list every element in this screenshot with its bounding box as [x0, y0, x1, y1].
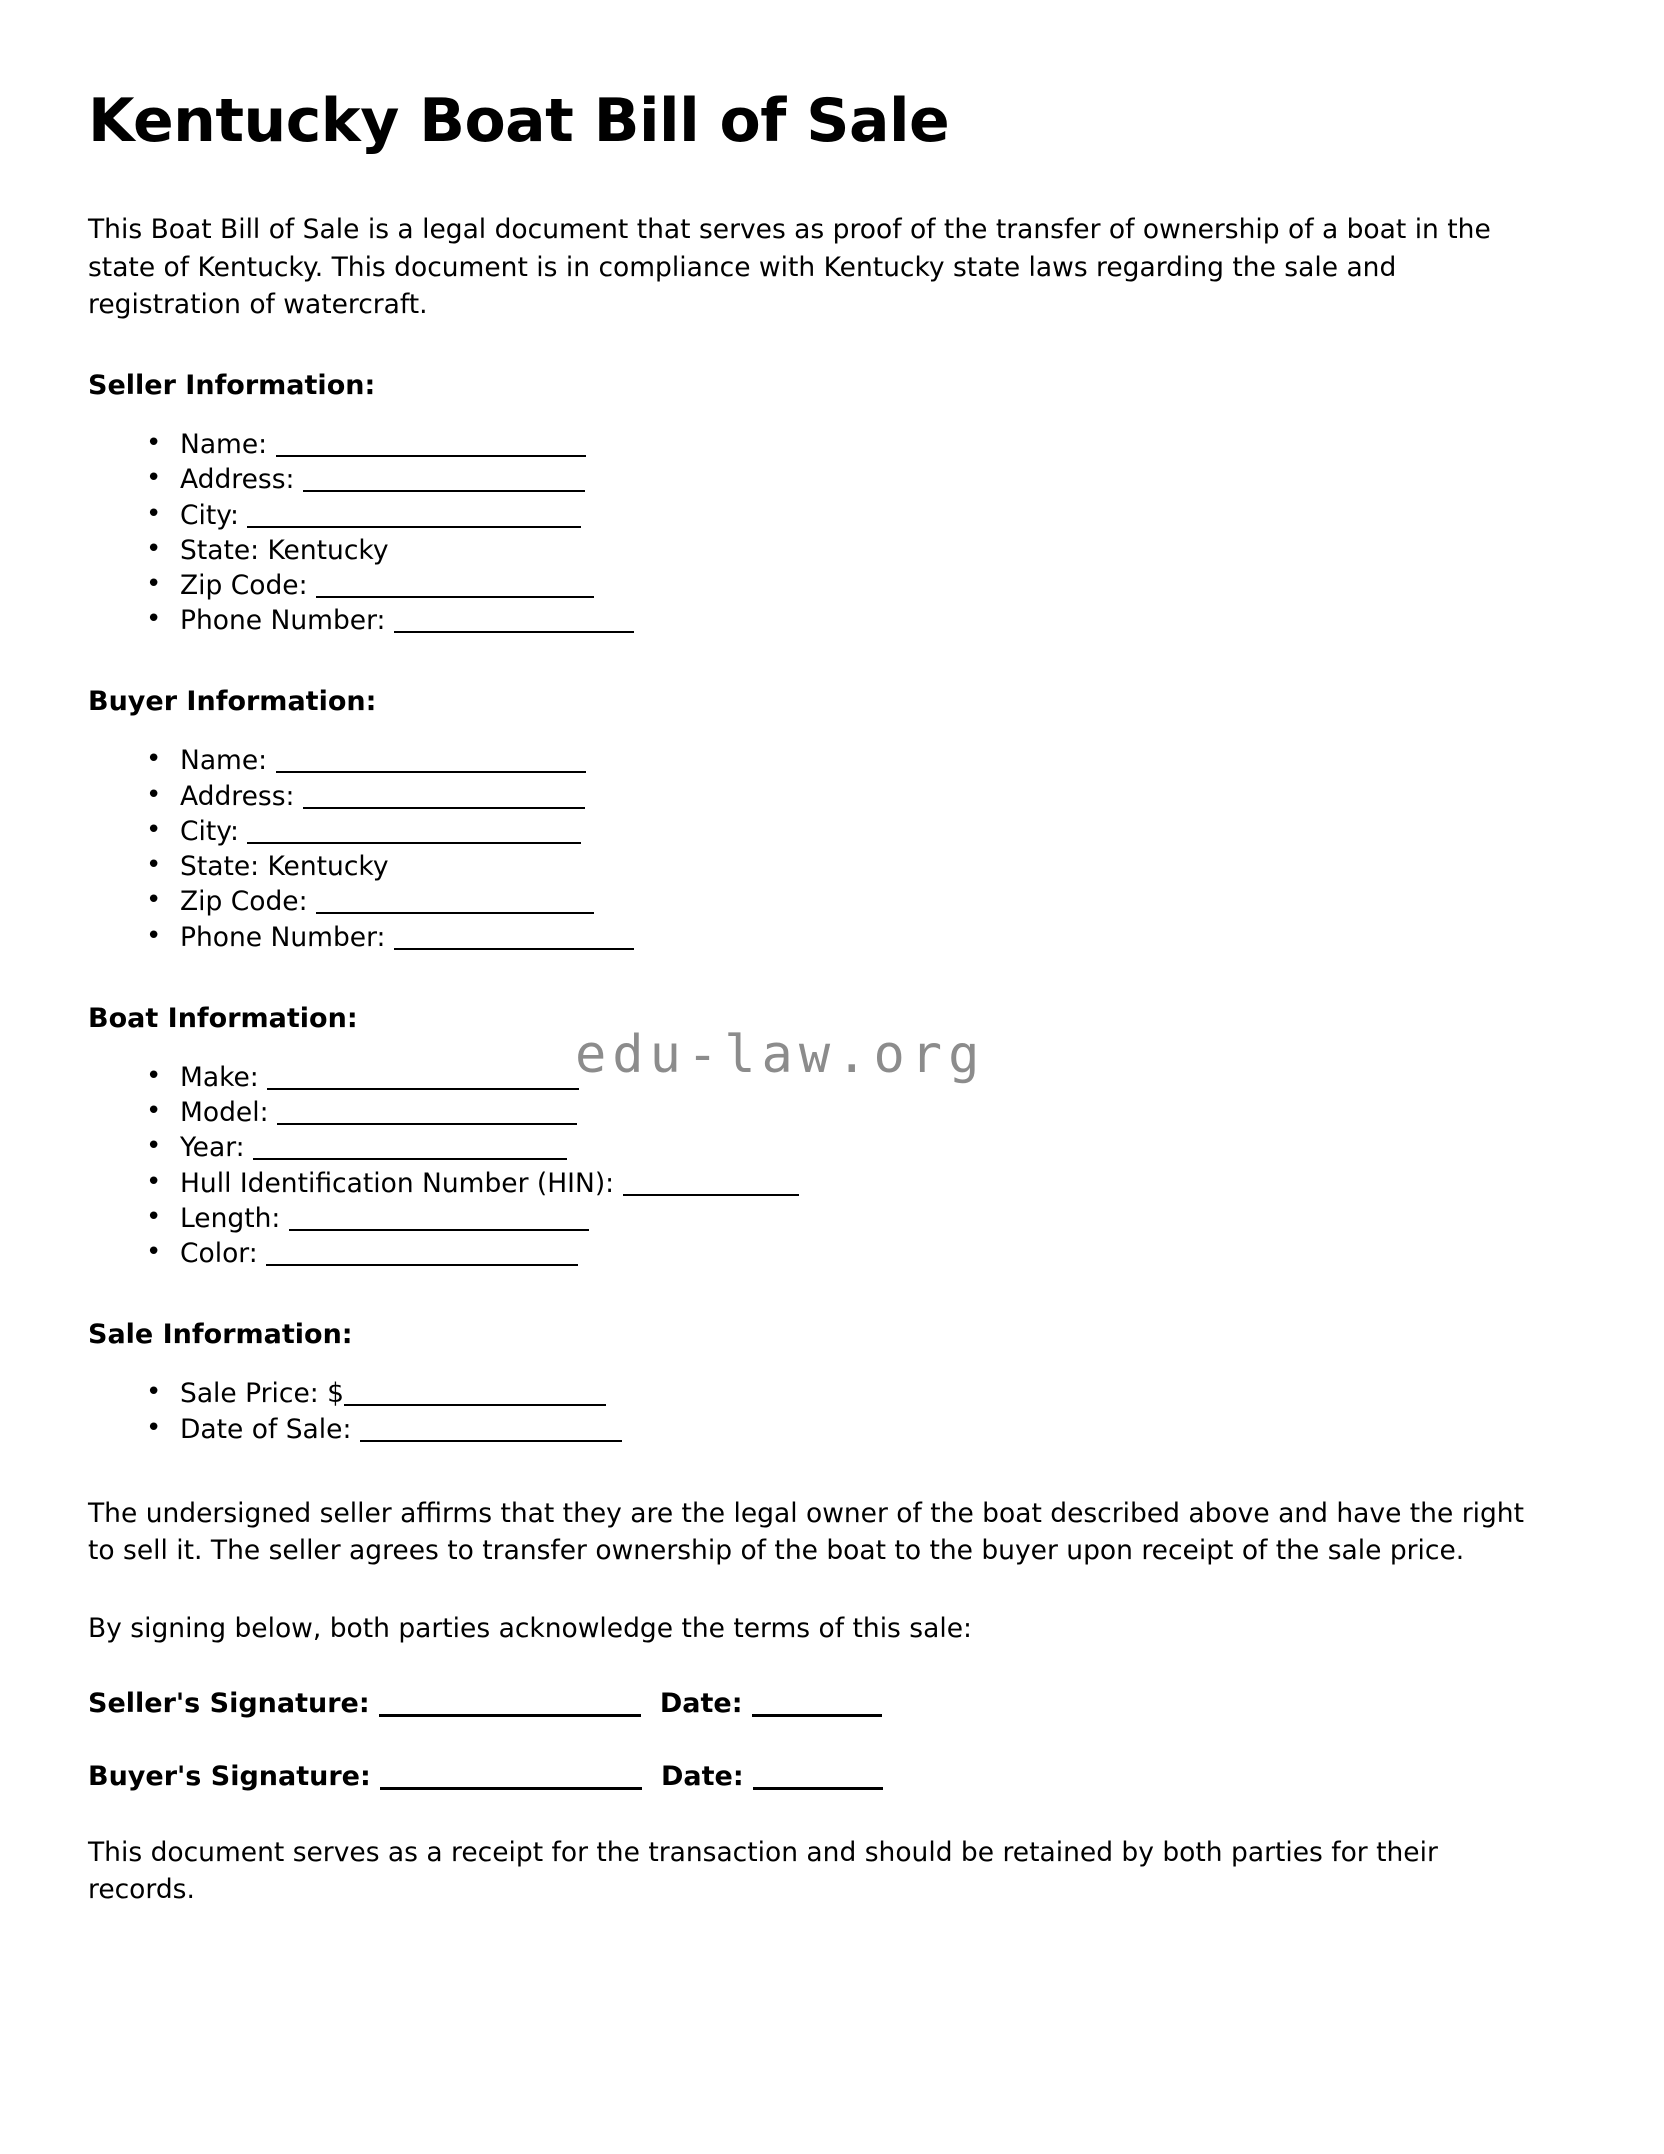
field-label: State: [180, 534, 260, 566]
field-label: State: [180, 851, 260, 883]
field-blank-line[interactable] [276, 771, 586, 773]
signature-label: Seller's Signature: [88, 1687, 370, 1719]
field-blank-line[interactable] [623, 1194, 799, 1196]
spacer [88, 1271, 1554, 1319]
field-label: Color: [180, 1238, 258, 1270]
field-blank-line[interactable] [266, 1264, 578, 1266]
list-item [146, 1412, 1554, 1447]
field-blank-line[interactable] [289, 1229, 589, 1231]
list-item [146, 814, 1554, 849]
field-blank-line[interactable] [344, 1404, 606, 1406]
signing-note-paragraph: By signing below, both parties acknowledge the terms of this sale: [88, 1613, 972, 1644]
list-item [146, 1095, 1554, 1130]
list-item [146, 1130, 1554, 1165]
field-blank-line[interactable] [253, 1158, 567, 1160]
list-item [146, 884, 1554, 919]
watermark-text: edu-law.org [575, 1025, 986, 1085]
field-blank-line[interactable] [394, 631, 634, 633]
spacer [88, 1447, 1554, 1495]
buyer-section-heading: Buyer Information: [88, 686, 377, 718]
field-blank-line[interactable] [247, 526, 581, 528]
list-item [146, 498, 1554, 533]
field-label: Phone Number: [180, 921, 386, 953]
list-item [146, 568, 1554, 603]
document-content [88, 88, 1554, 1909]
list-item [146, 1236, 1554, 1271]
spacer [88, 638, 1554, 686]
field-label: Length: [180, 1202, 281, 1234]
list-item [146, 779, 1554, 814]
field-label: Address: [180, 464, 295, 496]
field-label: Make: [180, 1061, 259, 1093]
sale-section-heading: Sale Information: [88, 1319, 353, 1351]
boat-field-list [88, 1060, 1554, 1271]
list-item [146, 1376, 1554, 1411]
date-blank-line[interactable] [752, 1714, 882, 1717]
list-item [146, 1060, 1554, 1095]
field-label: Hull Identification Number (HIN): [180, 1167, 615, 1199]
field-blank-line[interactable] [303, 807, 585, 809]
field-label: Zip Code: [180, 570, 308, 601]
field-blank-line[interactable] [303, 490, 585, 492]
field-label: City: [180, 499, 239, 531]
closing-paragraph: This document serves as a receipt for the transaction and should be retained by both parties for their records. [88, 1836, 1438, 1906]
signature-label: Buyer's Signature: [88, 1760, 371, 1792]
affirmation-paragraph: The undersigned seller affirms that they are the legal owner of the boat described above and have the right to sell it. The seller agrees to transfer ownership of the boat to the buyer upon receipt of the sale price. [88, 1497, 1524, 1567]
field-blank-line[interactable] [360, 1440, 622, 1442]
list-item [146, 533, 1554, 568]
field-label: City: [180, 815, 239, 847]
field-label: Name: [180, 429, 268, 461]
field-label: Sale Price: $ [180, 1378, 345, 1410]
list-item [146, 427, 1554, 462]
date-label: Date: [661, 1760, 744, 1792]
field-label: Phone Number: [180, 605, 386, 637]
signature-block [88, 1688, 1554, 1792]
field-label: Zip Code: [180, 886, 308, 918]
page-title: Kentucky Boat Bill of Sale [88, 86, 950, 156]
field-label: Name: [180, 745, 268, 777]
field-blank-line[interactable] [316, 912, 594, 914]
field-label: Date of Sale: [180, 1413, 352, 1445]
list-item [146, 462, 1554, 497]
field-blank-line[interactable] [247, 842, 581, 844]
signature-blank-line[interactable] [379, 1714, 641, 1717]
field-value: Kentucky [259, 851, 389, 883]
seller-field-list [88, 427, 1554, 638]
field-blank-line[interactable] [276, 455, 586, 457]
field-blank-line[interactable] [277, 1123, 577, 1125]
signature-row [88, 1761, 1554, 1792]
field-label: Year: [180, 1132, 245, 1164]
date-label: Date: [659, 1687, 743, 1719]
spacer [88, 955, 1554, 1003]
spacer [88, 1719, 1554, 1761]
field-label: Address: [180, 780, 295, 812]
field-blank-line[interactable] [267, 1088, 579, 1090]
field-blank-line[interactable] [316, 596, 594, 598]
spacer [88, 1792, 1554, 1834]
field-label: Model: [180, 1097, 269, 1129]
sale-field-list [88, 1376, 1554, 1446]
spacer [88, 324, 1554, 370]
date-blank-line[interactable] [753, 1787, 883, 1790]
field-value: Kentucky [259, 534, 389, 566]
boat-section-heading: Boat Information: [88, 1002, 358, 1034]
intro-paragraph: This Boat Bill of Sale is a legal document that serves as proof of the transfer of ownership of a boat in the state of Kentucky. This document is in compliance with Kentucky state laws regarding the sale and registration of watercraft. [88, 214, 1491, 321]
list-item [146, 743, 1554, 778]
spacer [88, 1648, 1554, 1688]
list-item [146, 1166, 1554, 1201]
spacer [88, 1570, 1554, 1610]
list-item [146, 603, 1554, 638]
field-blank-line[interactable] [394, 948, 634, 950]
list-item [146, 920, 1554, 955]
signature-blank-line[interactable] [380, 1787, 642, 1790]
signature-row [88, 1688, 1554, 1719]
list-item [146, 1201, 1554, 1236]
buyer-field-list [88, 743, 1554, 954]
list-item [146, 849, 1554, 884]
seller-section-heading: Seller Information: [88, 370, 376, 402]
